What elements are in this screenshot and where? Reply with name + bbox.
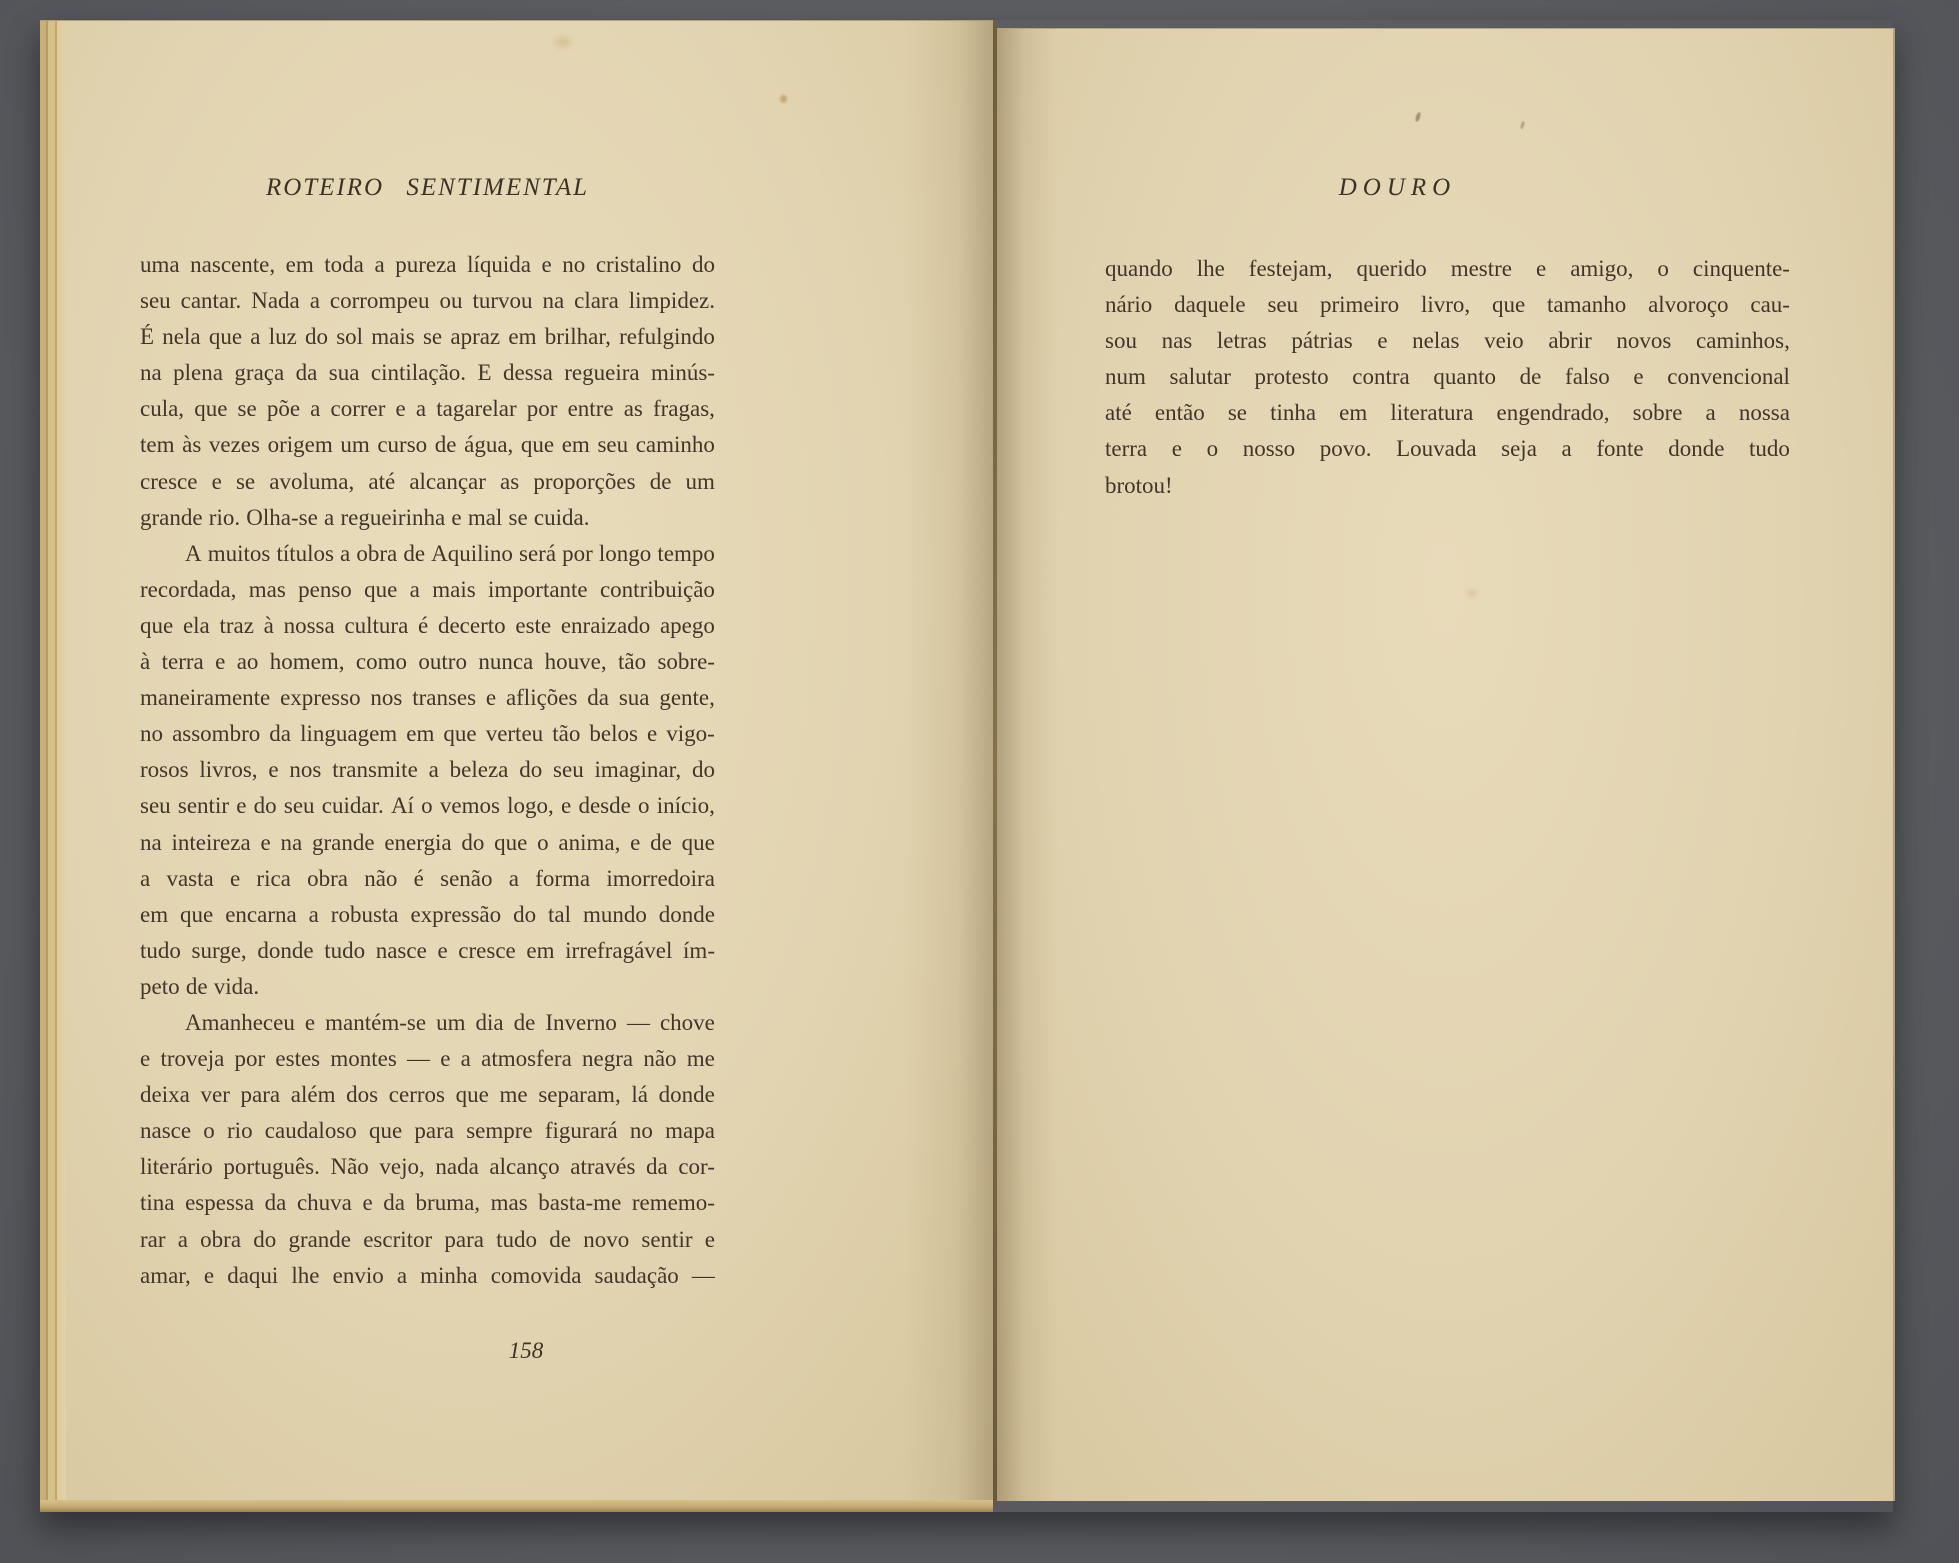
text-line: nasce o rio caudaloso que para sempre figurará no mapa xyxy=(140,1118,715,1144)
left-page-text xyxy=(140,247,715,1294)
bottom-page-edges xyxy=(40,1500,993,1512)
paper-speck xyxy=(1520,121,1525,130)
text-line: seu cantar. Nada a corrompeu ou turvou na clara limpidez. xyxy=(140,288,715,314)
text-line: rosos livros, e nos transmite a beleza do seu imaginar, do xyxy=(140,757,715,783)
text-line: num salutar protesto contra quanto de falso e convencional xyxy=(1105,364,1790,390)
right-gutter-shadow xyxy=(997,29,1057,1501)
text-line: nário daquele seu primeiro livro, que tamanho alvoroço cau- xyxy=(1105,292,1790,318)
text-line: Amanheceu e mantém-se um dia de Inverno — chove xyxy=(185,1009,715,1035)
right-page-text xyxy=(1105,251,1790,504)
text-line: na inteireza e na grande energia do que o anima, e de que xyxy=(140,829,715,855)
text-line: até então se tinha em literatura engendrado, sobre a nossa xyxy=(1105,400,1790,426)
text-line: tina espessa da chuva e da bruma, mas basta-me rememo- xyxy=(140,1190,715,1216)
text-line: a vasta e rica obra não é senão a forma imorredoira xyxy=(140,865,715,891)
text-line: recordada, mas penso que a mais importante contribuição xyxy=(140,576,715,602)
text-line: seu sentir e do seu cuidar. Aí o vemos logo, e desde o início, xyxy=(140,793,715,819)
text-line: literário português. Não vejo, nada alcanço através da cor- xyxy=(140,1154,715,1180)
text-line: cula, que se põe a correr e a tagarelar por entre as fragas, xyxy=(140,396,715,422)
left-page xyxy=(40,20,993,1501)
text-line: uma nascente, em toda a pureza líquida e no cristalino do xyxy=(140,252,715,277)
paper-speck xyxy=(1415,112,1422,123)
text-line: maneiramente expresso nos transes e aflições da sua gente, xyxy=(140,685,715,711)
text-line: e troveja por estes montes — e a atmosfera negra não me xyxy=(140,1046,715,1072)
text-line: cresce e se avoluma, até alcançar as proporções de um xyxy=(140,468,715,494)
left-page-deckle-edges xyxy=(40,21,66,1501)
text-line: É nela que a luz do sol mais se apraz em brilhar, refulgindo xyxy=(140,324,715,350)
left-running-header: ROTEIRO SENTIMENTAL xyxy=(265,174,590,201)
text-line: quando lhe festejam, querido mestre e amigo, o cinquente- xyxy=(1105,256,1790,281)
right-running-header: DOURO xyxy=(1338,174,1457,201)
text-line: A muitos títulos a obra de Aquilino será por longo tempo xyxy=(185,540,715,566)
left-page-number: 158 xyxy=(508,1338,544,1363)
text-line: em que encarna a robusta expressão do tal mundo donde xyxy=(140,901,715,927)
paper-stain xyxy=(555,37,571,47)
paper-speck xyxy=(1467,589,1477,597)
text-line: na plena graça da sua cintilação. E dessa regueira minús- xyxy=(140,360,715,386)
text-line: deixa ver para além dos cerros que me separam, lá donde xyxy=(140,1082,715,1108)
text-line: brotou! xyxy=(1105,472,1173,498)
text-line: no assombro da linguagem em que verteu tão belos e vigo- xyxy=(140,721,715,747)
text-line: tem às vezes origem um curso de água, que em seu caminho xyxy=(140,432,715,458)
open-book xyxy=(40,20,1893,1512)
text-line: amar, e daqui lhe envio a minha comovida saudação — xyxy=(140,1262,715,1288)
text-line: que ela traz à nossa cultura é decerto este enraizado apego xyxy=(140,612,715,638)
text-line: à terra e ao homem, como outro nunca houve, tão sobre- xyxy=(140,649,715,675)
text-line: rar a obra do grande escritor para tudo de novo sentir e xyxy=(140,1226,715,1252)
text-line: sou nas letras pátrias e nelas veio abrir novos caminhos, xyxy=(1105,328,1790,354)
text-line: peto de vida. xyxy=(140,973,260,999)
text-line: grande rio. Olha-se a regueirinha e mal se cuida. xyxy=(140,504,590,530)
left-gutter-shadow xyxy=(903,21,993,1501)
paper-speck xyxy=(780,95,787,103)
right-page xyxy=(997,28,1895,1501)
text-line: terra e o nosso povo. Louvada seja a fonte donde tudo xyxy=(1105,436,1790,462)
text-line: tudo surge, donde tudo nasce e cresce em irrefragável ím- xyxy=(140,937,715,963)
